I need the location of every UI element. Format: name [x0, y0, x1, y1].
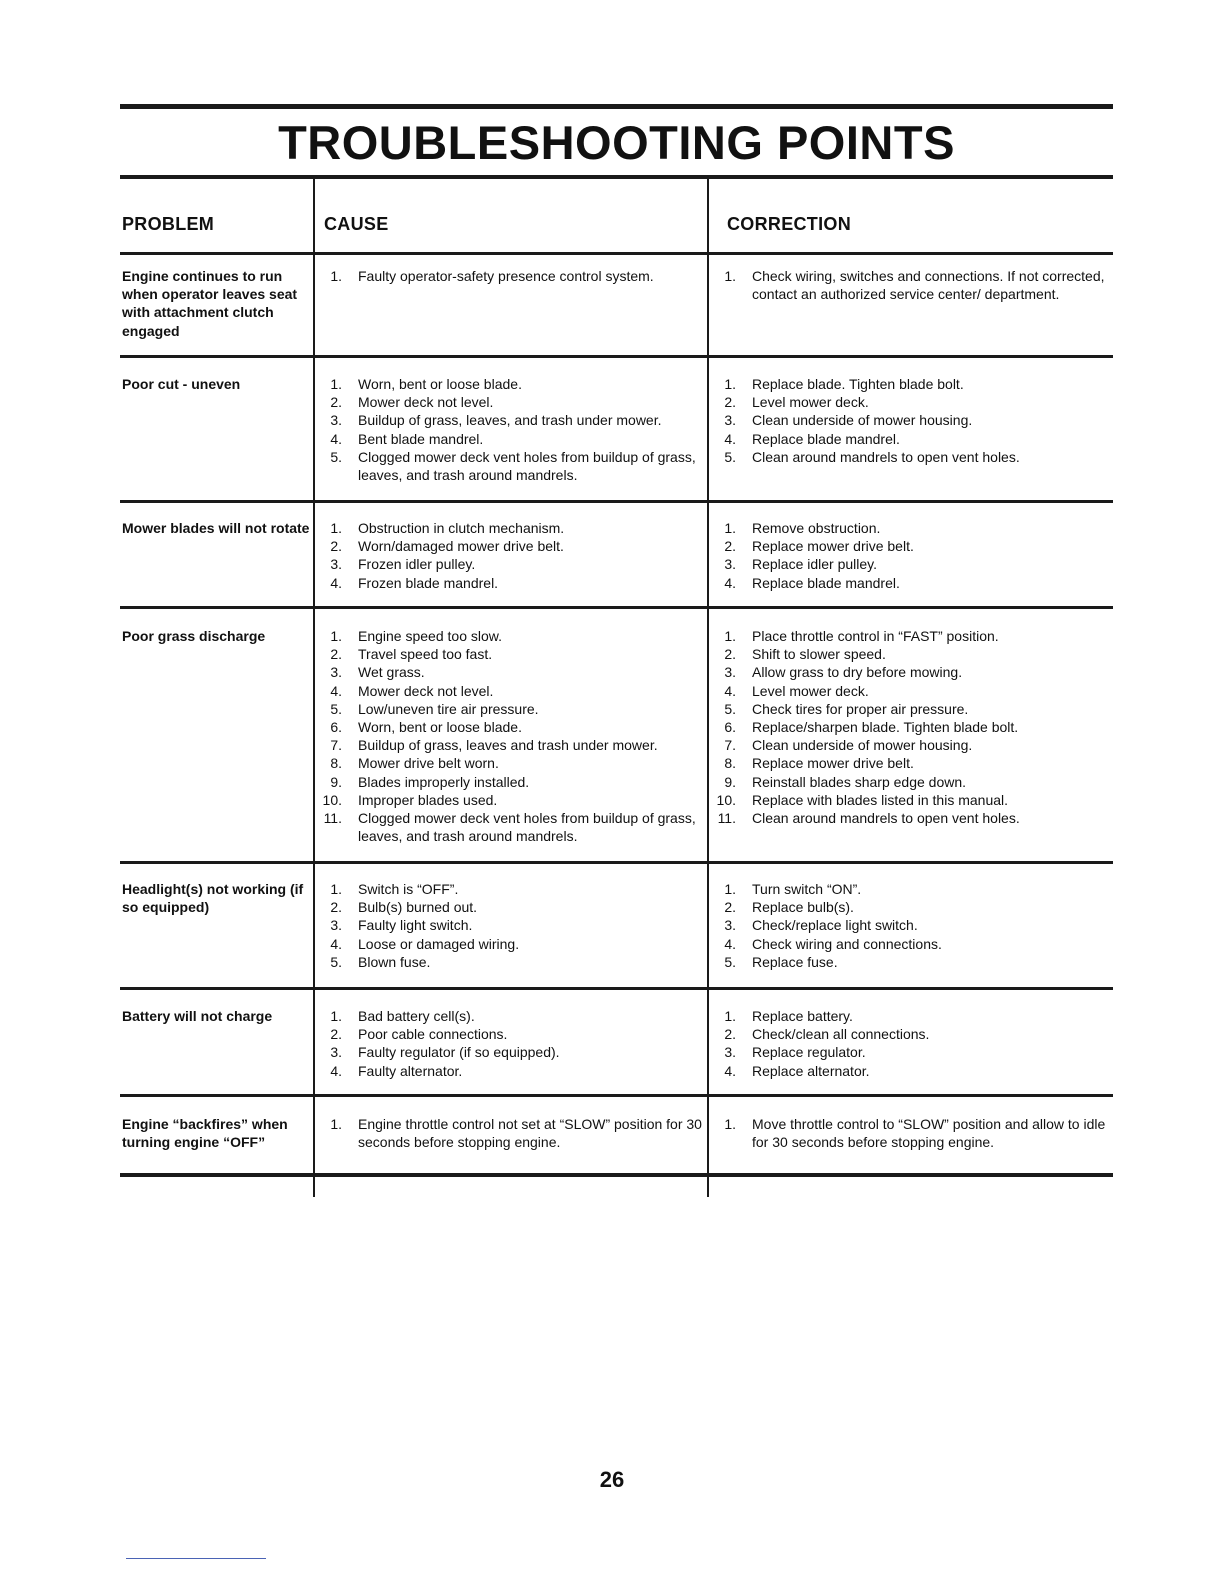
item-number: 3. [724, 556, 736, 573]
cause-item [314, 1062, 704, 1080]
item-number: 10. [322, 791, 342, 808]
table-header [0, 210, 1224, 240]
cause-item [314, 1115, 704, 1151]
item-number: 1. [330, 881, 342, 897]
correction-item [708, 430, 1108, 448]
item-number: 8. [724, 755, 736, 772]
page-number: 26 [599, 1467, 625, 1492]
item-number: 9. [724, 773, 736, 790]
cause-item [314, 791, 704, 809]
problem-text: Headlight(s) not working (if so equipped) [122, 881, 304, 916]
item-text: Engine throttle control not set at “SLOW” position for 30 seconds before stopping engine. [358, 1116, 702, 1151]
item-text: Level mower deck. [752, 394, 869, 411]
item-number: 2. [724, 538, 736, 555]
top-rule [120, 104, 1113, 109]
cause-item [314, 1025, 704, 1043]
correction-item [708, 411, 1108, 429]
item-number: 8. [330, 755, 342, 772]
item-number: 5. [724, 448, 736, 465]
item-text: Faulty regulator (if so equipped). [358, 1044, 560, 1061]
table-bottom-rule [120, 1173, 1113, 1177]
header-cause: CAUSE [324, 214, 389, 234]
correction-item [708, 718, 1108, 736]
correction-item [708, 791, 1108, 809]
item-number: 3. [724, 1044, 736, 1061]
item-text: Worn, bent or loose blade. [358, 719, 522, 736]
cause-item [314, 700, 704, 718]
item-text: Shift to slower speed. [752, 646, 886, 663]
item-number: 11. [717, 810, 736, 827]
item-number: 3. [330, 664, 342, 681]
correction-item [708, 393, 1108, 411]
item-text: Replace mower drive belt. [752, 755, 914, 772]
cause-list [314, 1007, 704, 1080]
correction-item [708, 1043, 1108, 1061]
item-number: 4. [724, 1062, 736, 1079]
item-text: Low/uneven tire air pressure. [358, 700, 539, 717]
correction-item [708, 916, 1108, 934]
item-text: Replace/sharpen blade. Tighten blade bolt. [752, 719, 1019, 736]
item-text: Check wiring and connections. [752, 935, 942, 952]
cause-item [314, 627, 704, 645]
item-text: Blown fuse. [358, 953, 431, 970]
item-number: 1. [724, 376, 736, 392]
cause-item [314, 555, 704, 573]
correction-list [708, 375, 1108, 466]
item-number: 1. [724, 520, 736, 536]
item-text: Check/clean all connections. [752, 1026, 930, 1043]
correction-item [708, 448, 1108, 466]
correction-item [708, 555, 1108, 573]
problem-text: Battery will not charge [122, 1008, 273, 1024]
correction-item [708, 537, 1108, 555]
correction-list [708, 627, 1108, 827]
item-text: Replace regulator. [752, 1044, 866, 1061]
item-text: Switch is “OFF”. [358, 881, 459, 897]
item-text: Replace with blades listed in this manual. [752, 791, 1009, 808]
item-text: Faulty operator-safety presence control system. [358, 268, 654, 284]
item-number: 3. [330, 412, 342, 429]
item-text: Loose or damaged wiring. [358, 935, 520, 952]
item-number: 4. [330, 574, 342, 591]
item-text: Replace mower drive belt. [752, 538, 914, 555]
item-number: 3. [330, 1044, 342, 1061]
correction-item [708, 898, 1108, 916]
item-text: Bulb(s) burned out. [358, 899, 478, 916]
cause-item [314, 411, 704, 429]
item-text: Clogged mower deck vent holes from buildup of grass, leaves, and trash around mandrels. [358, 448, 696, 484]
row-divider [120, 500, 1113, 503]
cause-item [314, 430, 704, 448]
item-text: Engine speed too slow. [358, 628, 502, 644]
item-text: Bent blade mandrel. [358, 430, 484, 447]
item-text: Level mower deck. [752, 682, 869, 699]
item-number: 2. [724, 899, 736, 916]
item-text: Improper blades used. [358, 791, 498, 808]
item-text: Frozen idler pulley. [358, 556, 476, 573]
cause-list [314, 519, 704, 592]
cause-item [314, 645, 704, 663]
item-text: Replace blade mandrel. [752, 574, 900, 591]
item-number: 1. [724, 1116, 736, 1132]
correction-list [708, 1115, 1108, 1151]
correction-item [708, 1025, 1108, 1043]
cause-item [314, 663, 704, 681]
item-text: Faulty light switch. [358, 917, 473, 934]
item-number: 4. [330, 935, 342, 952]
row-divider [120, 606, 1113, 609]
cause-item [314, 736, 704, 754]
item-number: 4. [330, 430, 342, 447]
cause-list [314, 375, 704, 484]
cause-item [314, 1043, 704, 1061]
item-text: Worn/damaged mower drive belt. [358, 538, 564, 555]
item-number: 3. [724, 664, 736, 681]
item-number: 7. [330, 737, 342, 754]
correction-item [708, 375, 1108, 393]
cause-list [314, 267, 704, 285]
item-number: 4. [330, 682, 342, 699]
correction-item [708, 1007, 1108, 1025]
item-number: 3. [330, 917, 342, 934]
item-number: 4. [724, 682, 736, 699]
cause-item [314, 953, 704, 971]
correction-list [708, 880, 1108, 971]
item-text: Replace blade. Tighten blade bolt. [752, 376, 964, 392]
cause-item [314, 898, 704, 916]
item-number: 5. [330, 700, 342, 717]
title-rule [120, 175, 1113, 179]
item-text: Replace bulb(s). [752, 899, 854, 916]
correction-item [708, 773, 1108, 791]
item-number: 3. [724, 917, 736, 934]
problem-text: Engine continues to run when operator leaves seat with attachment clutch engaged [122, 268, 298, 339]
item-number: 1. [724, 268, 736, 284]
cause-list [314, 880, 704, 971]
correction-item [708, 645, 1108, 663]
correction-item [708, 682, 1108, 700]
item-text: Reinstall blades sharp edge down. [752, 773, 967, 790]
cause-item [314, 375, 704, 393]
cause-item [314, 519, 704, 537]
item-text: Replace blade mandrel. [752, 430, 900, 447]
correction-item [708, 1115, 1108, 1151]
item-text: Replace fuse. [752, 953, 838, 970]
item-text: Frozen blade mandrel. [358, 574, 499, 591]
item-text: Clean underside of mower housing. [752, 737, 973, 754]
item-number: 5. [330, 953, 342, 970]
item-number: 1. [724, 881, 736, 897]
item-text: Clean around mandrels to open vent holes. [752, 810, 1020, 827]
row-divider [120, 861, 1113, 864]
item-text: Move throttle control to “SLOW” position and allow to idle for 30 seconds before stopping engine. [752, 1116, 1106, 1151]
item-number: 2. [330, 538, 342, 555]
header-correction: CORRECTION [727, 214, 851, 234]
item-text: Replace idler pulley. [752, 556, 878, 573]
item-text: Allow grass to dry before mowing. [752, 664, 963, 681]
correction-item [708, 574, 1108, 592]
item-number: 6. [724, 719, 736, 736]
item-number: 5. [724, 700, 736, 717]
item-text: Blades improperly installed. [358, 773, 530, 790]
item-text: Buildup of grass, leaves, and trash under mower. [358, 412, 662, 429]
correction-item [708, 809, 1108, 827]
correction-list [708, 519, 1108, 592]
item-text: Obstruction in clutch mechanism. [358, 520, 565, 536]
problem-text: Engine “backfires” when turning engine “OFF” [122, 1116, 288, 1151]
item-number: 2. [330, 646, 342, 663]
cause-item [314, 754, 704, 772]
item-number: 1. [330, 1008, 342, 1024]
item-number: 1. [330, 520, 342, 536]
correction-item [708, 267, 1108, 303]
cause-item [314, 267, 704, 285]
item-number: 2. [724, 394, 736, 411]
item-number: 1. [724, 628, 736, 644]
correction-item [708, 627, 1108, 645]
item-number: 9. [330, 773, 342, 790]
problem-text: Poor grass discharge [122, 628, 266, 644]
item-number: 11. [323, 810, 342, 827]
item-text: Buildup of grass, leaves and trash under mower. [358, 737, 658, 754]
item-number: 2. [330, 394, 342, 411]
cause-item [314, 718, 704, 736]
item-number: 10. [716, 791, 736, 808]
item-number: 3. [724, 412, 736, 429]
page-title: TROUBLESHOOTING POINTS [278, 116, 955, 169]
cause-item [314, 935, 704, 953]
correction-item [708, 1062, 1108, 1080]
item-text: Clean underside of mower housing. [752, 412, 973, 429]
item-number: 3. [330, 556, 342, 573]
item-text: Mower deck not level. [358, 682, 494, 699]
cause-list [314, 1115, 704, 1151]
row-divider [120, 252, 1113, 255]
correction-item [708, 953, 1108, 971]
item-text: Bad battery cell(s). [358, 1008, 475, 1024]
item-number: 4. [724, 574, 736, 591]
cause-item [314, 880, 704, 898]
item-number: 2. [330, 1026, 342, 1043]
cause-item [314, 916, 704, 934]
bottom-edge-mark [126, 1558, 266, 1559]
item-text: Place throttle control in “FAST” position. [752, 628, 999, 644]
item-text: Replace battery. [752, 1008, 853, 1024]
item-number: 1. [330, 268, 342, 284]
cause-item [314, 574, 704, 592]
item-text: Faulty alternator. [358, 1062, 463, 1079]
correction-item [708, 519, 1108, 537]
correction-list [708, 267, 1108, 303]
item-number: 1. [330, 628, 342, 644]
cause-list [314, 627, 704, 845]
correction-item [708, 935, 1108, 953]
item-text: Replace alternator. [752, 1062, 870, 1079]
item-number: 4. [330, 1062, 342, 1079]
item-text: Mower deck not level. [358, 394, 494, 411]
cause-item [314, 773, 704, 791]
item-number: 1. [330, 1116, 342, 1132]
item-number: 2. [330, 899, 342, 916]
item-text: Clogged mower deck vent holes from buildup of grass, leaves, and trash around mandrels. [358, 810, 696, 845]
item-text: Poor cable connections. [358, 1026, 508, 1043]
item-text: Check tires for proper air pressure. [752, 700, 969, 717]
item-text: Check wiring, switches and connections. If not corrected, contact an authorized service center/ department. [752, 268, 1105, 303]
row-divider [120, 987, 1113, 990]
item-number: 1. [330, 376, 342, 392]
item-text: Remove obstruction. [752, 520, 881, 536]
item-number: 2. [724, 646, 736, 663]
cause-item [314, 393, 704, 411]
problem-text: Mower blades will not rotate [122, 520, 310, 536]
item-text: Clean around mandrels to open vent holes. [752, 448, 1020, 465]
correction-item [708, 880, 1108, 898]
row-divider [120, 1094, 1113, 1097]
item-number: 6. [330, 719, 342, 736]
item-text: Wet grass. [358, 664, 425, 681]
item-number: 4. [724, 935, 736, 952]
item-text: Turn switch “ON”. [752, 881, 862, 897]
item-text: Worn, bent or loose blade. [358, 376, 522, 392]
cause-item [314, 809, 704, 845]
item-number: 5. [724, 953, 736, 970]
item-number: 2. [724, 1026, 736, 1043]
correction-item [708, 736, 1108, 754]
item-number: 5. [330, 448, 342, 465]
item-number: 7. [724, 737, 736, 754]
problem-text: Poor cut - uneven [122, 376, 241, 392]
item-text: Check/replace light switch. [752, 917, 918, 934]
header-problem: PROBLEM [122, 214, 215, 234]
correction-item [708, 754, 1108, 772]
item-number: 1. [724, 1008, 736, 1024]
correction-list [708, 1007, 1108, 1080]
row-divider [120, 355, 1113, 358]
item-text: Mower drive belt worn. [358, 755, 499, 772]
cause-item [314, 448, 704, 484]
item-number: 4. [724, 430, 736, 447]
cause-item [314, 682, 704, 700]
correction-item [708, 663, 1108, 681]
cause-item [314, 1007, 704, 1025]
item-text: Travel speed too fast. [358, 646, 493, 663]
cause-item [314, 537, 704, 555]
correction-item [708, 700, 1108, 718]
